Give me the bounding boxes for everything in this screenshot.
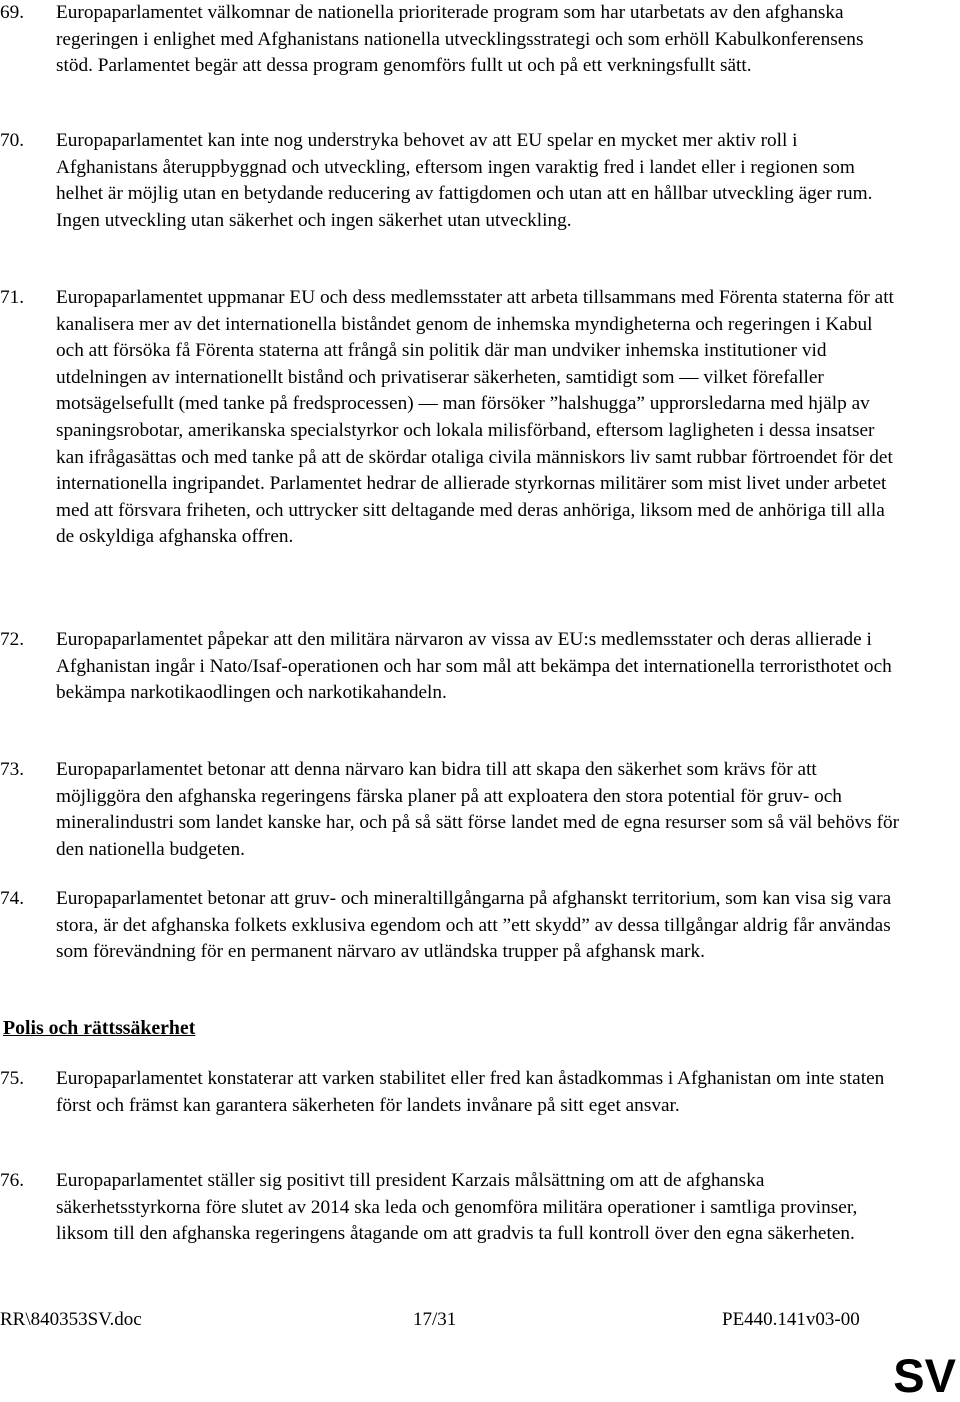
section-heading: Polis och rättssäkerhet: [3, 1017, 196, 1039]
paragraph-number: 73.: [0, 759, 25, 780]
footer-doc-ref: RR\840353SV.doc: [0, 1309, 142, 1330]
paragraph-text: Europaparlamentet konstaterar att varken stabilitet eller fred kan åstadkommas i Afghanistan om inte staten först och främst kan garantera säkerheten för landets invånare på sitt eget ansvar.: [56, 1068, 885, 1116]
paragraph-75: [0, 1066, 900, 1119]
paragraph-text: Europaparlamentet betonar att gruv- och mineraltillgångarna på afghanskt territorium, som kan visa sig vara stora, är det afghanska folkets exklusiva egendom och att ”ett skydd” av dessa tillgångar aldrig får användas som förevändning för en permanent närvaro av utländska trupper på afghansk mark.: [56, 888, 892, 963]
paragraph-73: [0, 757, 900, 863]
paragraph-text: Europaparlamentet påpekar att den militära närvaron av vissa av EU:s medlemsstater och deras allierade i Afghanistan ingår i Nato/Isaf-operationen och har som mål att bekämpa det internationella terroristhotet och bekämpa narkotikaodlingen och narkotikahandeln.: [56, 629, 892, 704]
paragraph-72: [0, 627, 900, 707]
paragraph-number: 69.: [0, 2, 25, 23]
paragraph-69: [0, 0, 900, 80]
footer-pe-ref: PE440.141v03-00: [722, 1309, 860, 1330]
paragraph-number: 76.: [0, 1170, 25, 1191]
paragraph-76: [0, 1168, 900, 1248]
paragraph-number: 74.: [0, 888, 25, 909]
paragraph-text: Europaparlamentet ställer sig positivt till president Karzais målsättning om att de afghanska säkerhetsstyrkorna före slutet av 2014 ska leda och genomföra militära operationer i samtliga provinser, liksom till den afghanska regeringens åtagande om att gradvis ta full kontroll över den egna säkerheten.: [56, 1170, 858, 1245]
paragraph-text: Europaparlamentet välkomnar de nationella prioriterade program som har utarbetats av den afghanska regeringen i enlighet med Afghanistans nationella utvecklingsstrategi och som erhöll Kabulkonferensens stöd. Parlamentet begär att dessa program genomförs fullt ut och på ett verkningsfullt sätt.: [56, 2, 864, 77]
paragraph-number: 71.: [0, 287, 25, 308]
paragraph-74: [0, 886, 900, 966]
paragraph-text: Europaparlamentet betonar att denna närvaro kan bidra till att skapa den säkerhet som krävs för att möjliggöra den afghanska regeringens färska planer på att exploatera den stora potential för gruv- och mineralindustri som landet kanske har, och på så sätt förse landet med de egna resurser som så väl behövs för den nationella budgeten.: [56, 759, 900, 860]
paragraph-number: 75.: [0, 1068, 25, 1089]
paragraph-70: [0, 128, 900, 234]
paragraph-text: Europaparlamentet uppmanar EU och dess medlemsstater att arbeta tillsammans med Förenta staterna för att kanalisera mer av det internationella biståndet genom de inhemska myndigheterna och regeringen i Kabul och att försöka få Förenta staterna att frångå sin politik där man undviker inhemska institutioner vid utdelningen av internationellt bistånd och privatiserar säkerheten, samtidigt som — vilket förefaller motsägelsefullt (med tanke på fredsprocessen) — man försöker ”halshugga” upprorsledarna med hjälp av spaningsrobotar, amerikanska specialstyrkor och lokala milisförband, eftersom lagligheten i dessa insatser kan ifrågasättas och med tanke på att de skördar otaliga civila människors liv samt rubbar förtroendet för det internationella ingripandet. Parlamentet hedrar de allierade styrkornas militärer som mist livet under arbetet med att försvara friheten, och uttrycker sitt deltagande med deras anhöriga, liksom med de anhöriga till alla de oskyldiga afghanska offren.: [56, 287, 894, 548]
paragraph-number: 70.: [0, 130, 25, 151]
footer-page-number: 17/31: [413, 1309, 457, 1330]
paragraph-number: 72.: [0, 629, 25, 650]
paragraph-text: Europaparlamentet kan inte nog understryka behovet av att EU spelar en mycket mer aktiv roll i Afghanistans återuppbyggnad och utveckling, eftersom ingen varaktig fred i landet eller i regionen som helhet är möjlig utan en betydande reducering av fattigdomen och utan att en hållbar utveckling äger rum. Ingen utveckling utan säkerhet och ingen säkerhet utan utveckling.: [56, 130, 873, 231]
language-code: SV: [893, 1349, 956, 1402]
paragraph-71: [0, 285, 900, 551]
